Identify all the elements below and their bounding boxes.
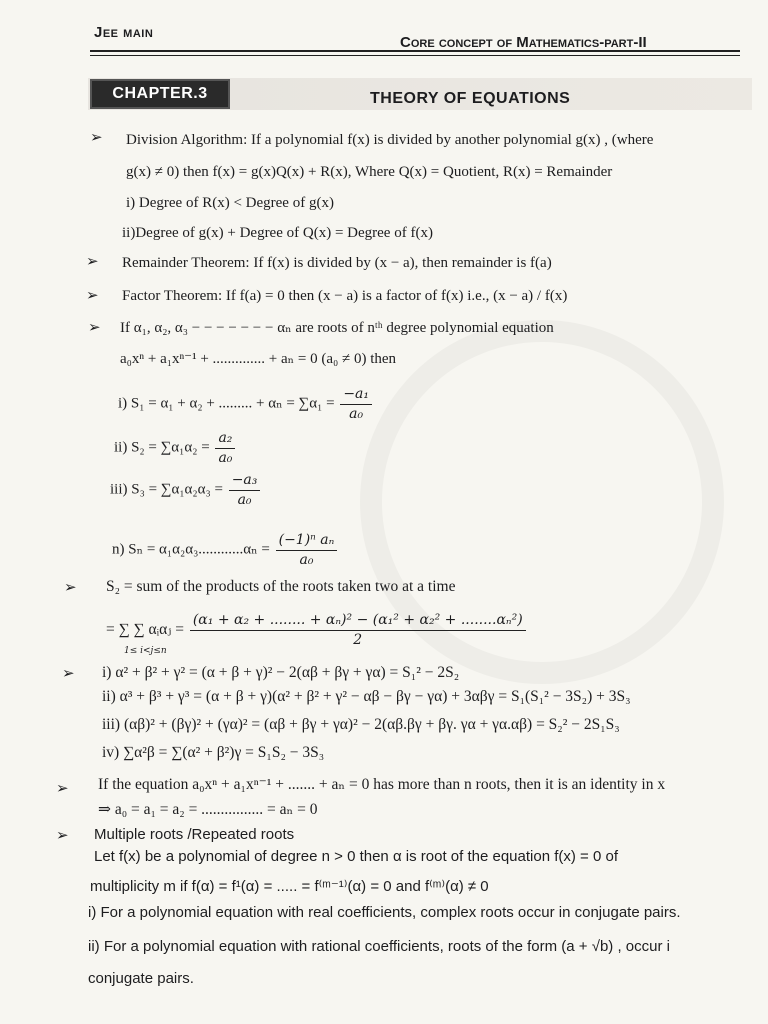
fraction-numerator: (α₁ + α₂ + ........ + αₙ)² − (α₁² + α₂² + ........αₙ²) [190,612,526,631]
double-sum-limits: 1≤ i<j≤n [124,646,167,656]
header-left: Jee main [94,24,154,41]
bullet-marker: ➢ [56,781,69,797]
fraction-numerator: (−1)ⁿ aₙ [276,532,338,551]
degree-condition-2: ii)Degree of g(x) + Degree of Q(x) = Degree of f(x) [122,225,433,241]
header-right: Core concept of Mathematics-part-II [400,34,647,51]
identity-2: ii) α³ + β³ + γ³ = (α + β + γ)(α² + β² + γ² − αβ − βγ − γα) + 3αβγ = S₁(S₁² − 3S₂) + 3S₃ [102,688,631,705]
division-algorithm-formula: g(x) ≠ 0) then f(x) = g(x)Q(x) + R(x), Where Q(x) = Quotient, R(x) = Remainder [126,164,613,180]
double-sum-fraction [190,612,526,649]
header-rule-thin [90,55,740,56]
fraction-numerator: −a₁ [340,386,372,405]
bullet-marker: ➢ [56,828,69,844]
fraction-numerator: −a₃ [229,472,261,491]
roots-statement: If α₁, α₂, α₃ − − − − − − − αₙ are roots of nᵗʰ degree polynomial equation [120,320,554,336]
remainder-theorem: Remainder Theorem: If f(x) is divided by (x − a), then remainder is f(a) [122,255,552,271]
multiple-roots-definition: Let f(x) be a polynomial of degree n > 0 then α is root of the equation f(x) = 0 of [94,848,618,865]
multiplicity-condition: multiplicity m if f(α) = f¹(α) = ..... = f⁽ᵐ⁻¹⁾(α) = 0 and f⁽ᵐ⁾(α) ≠ 0 [90,878,489,895]
identity-3: iii) (αβ)² + (βγ)² + (γα)² = (αβ + βγ + γα)² − 2(αβ.βγ + βγ. γα + γα.αβ) = S₂² − 2S₁S₃ [102,716,620,733]
bullet-marker: ➢ [90,130,103,146]
formula-s2-fraction [215,430,235,467]
header-rule [90,50,740,52]
bullet-marker: ➢ [86,288,99,304]
chapter-title: THEORY OF EQUATIONS [370,90,571,107]
fraction-denominator: a₀ [349,405,364,422]
multiple-roots-heading: Multiple roots /Repeated roots [94,826,295,843]
formula-s1 [118,386,374,423]
bullet-marker: ➢ [62,666,75,682]
fraction-denominator: a₀ [299,551,314,568]
factor-theorem: Factor Theorem: If f(a) = 0 then (x − a) is a factor of f(x) i.e., (x − a) / f(x) [122,288,568,304]
double-sum-lhs: = ∑ ∑ αᵢαⱼ = [106,620,184,638]
formula-s2 [114,430,237,467]
formula-s1-lhs: i) S₁ = α₁ + α₂ + ......... + αₙ = ∑α₁ = [118,395,335,412]
bullet-marker: ➢ [64,580,77,596]
double-sum-formula [106,612,528,649]
identity-consequence: ⇒ a₀ = a₁ = a₂ = ................ = aₙ = 0 [98,801,318,818]
formula-sn [112,532,339,569]
conjugate-rule-2: ii) For a polynomial equation with rational coefficients, roots of the form (a + √b) , occur i [88,938,670,955]
formula-s1-fraction [340,386,372,423]
s2-definition: S₂ = sum of the products of the roots taken two at a time [106,578,456,595]
formula-s3-fraction [229,472,261,509]
conjugate-rule-2-cont: conjugate pairs. [88,970,194,987]
formula-s3-lhs: iii) S₃ = ∑α₁α₂α₃ = [110,481,223,498]
formula-sn-fraction [276,532,338,569]
formula-s2-lhs: ii) S₂ = ∑α₁α₂ = [114,439,210,456]
chapter-badge: CHAPTER.3 [90,79,230,109]
polynomial-equation: a₀xⁿ + a₁xⁿ⁻¹ + .............. + aₙ = 0 (a₀ ≠ 0) then [120,351,397,367]
bullet-marker: ➢ [88,320,101,336]
division-algorithm-text: Division Algorithm: If a polynomial f(x) is divided by another polynomial g(x) , (where [126,132,654,148]
conjugate-rule-1: i) For a polynomial equation with real coefficients, complex roots occur in conjugate pairs. [88,904,681,921]
fraction-denominator: a₀ [237,491,252,508]
bullet-marker: ➢ [86,254,99,270]
formula-sn-lhs: n) Sₙ = α₁α₂α₃............αₙ = [112,541,270,558]
fraction-numerator: a₂ [215,430,235,449]
fraction-denominator: 2 [353,631,363,648]
degree-condition-1: i) Degree of R(x) < Degree of g(x) [126,195,334,211]
fraction-denominator: a₀ [218,449,233,466]
identity-4: iv) ∑α²β = ∑(α² + β²)γ = S₁S₂ − 3S₃ [102,744,325,761]
formula-s3 [110,472,262,509]
identity-condition: If the equation a₀xⁿ + a₁xⁿ⁻¹ + ....... + aₙ = 0 has more than n roots, then it is an identity in x [98,776,666,793]
identity-1: i) α² + β² + γ² = (α + β + γ)² − 2(αβ + βγ + γα) = S₁² − 2S₂ [102,664,460,681]
